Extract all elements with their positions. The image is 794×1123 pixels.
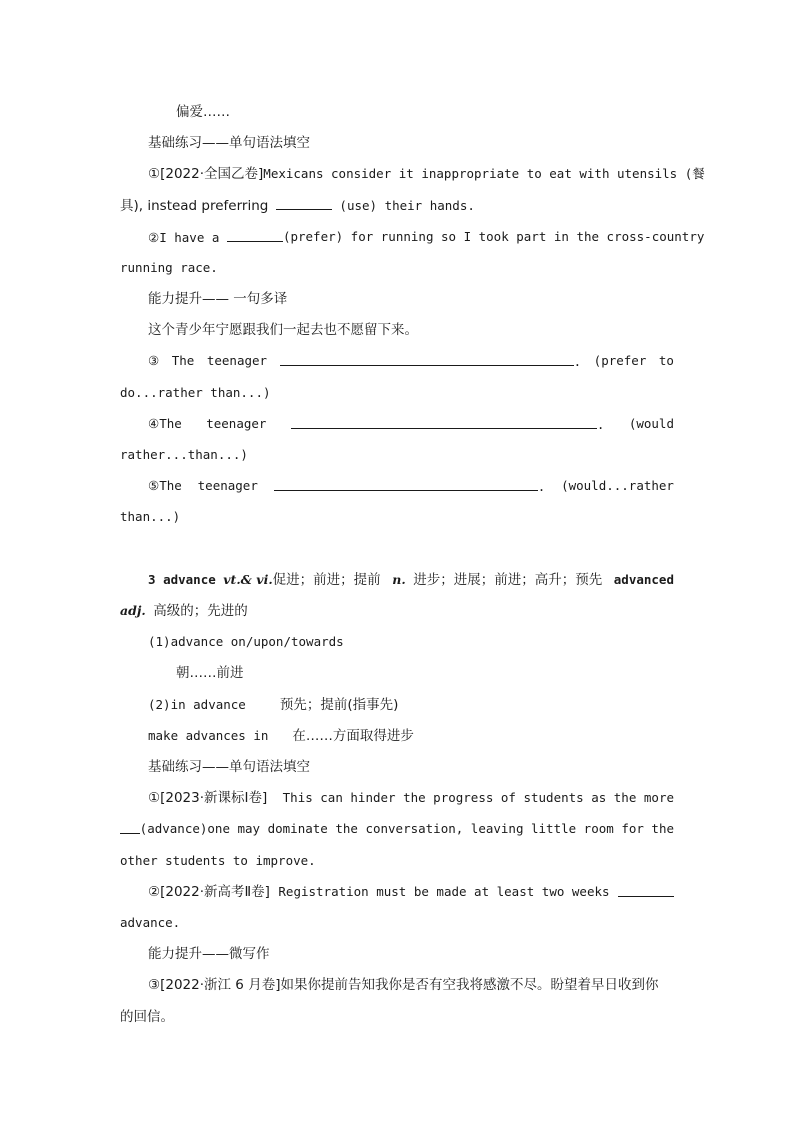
question-5-line-2: than...)	[120, 509, 181, 524]
question-text: (use) their hands.	[339, 198, 475, 213]
period: .	[573, 354, 582, 369]
hint-text: (prefer	[593, 353, 647, 368]
period: .	[596, 417, 605, 432]
phrase-text: make advances in	[148, 728, 269, 743]
question-2-line-2: running race.	[120, 260, 218, 275]
question-text: teenager	[206, 353, 268, 368]
question-text: This can hinder the progress of students as the more	[282, 790, 674, 805]
question-text: 如果你提前告知我你是否有空我将感激不尽。盼望着早日收到你	[280, 977, 659, 993]
section-heading-basic: 基础练习——单句语法填空	[148, 759, 310, 775]
definition: 进步；进展；前进；高升；预先	[413, 572, 603, 588]
section-heading-advanced: 能力提升—— 一句多译	[148, 291, 288, 307]
part-of-speech: n.	[392, 572, 406, 587]
part-of-speech: vt.& vi.	[223, 572, 273, 587]
question-3-line-1	[148, 976, 658, 994]
hint-text: (would...rather	[561, 478, 674, 493]
question-text: teenager	[206, 416, 267, 431]
question-3-line-2: do...rather than...)	[120, 385, 271, 400]
question-source: ②[2022·新高考Ⅱ卷]	[148, 884, 270, 900]
phrase-3	[148, 727, 414, 745]
question-source: ③[2022·浙江 6 月卷]	[148, 977, 281, 993]
answer-blank[interactable]	[227, 228, 283, 242]
question-4-line-2: rather...than...)	[120, 447, 248, 462]
question-1-line-1	[148, 789, 674, 807]
derived-word: advanced	[613, 572, 674, 587]
phrase-text: (2)in advance	[148, 697, 246, 712]
vocab-entry-line-2	[120, 602, 248, 620]
question-text: (advance)one may dominate the conversation, leaving little room for the	[139, 821, 674, 836]
question-2-line-1	[148, 883, 674, 901]
question-1-line-3: other students to improve.	[120, 853, 316, 868]
phrase-2	[148, 696, 398, 714]
question-text: teenager	[197, 478, 258, 493]
phrase-1: (1)advance on/upon/towards	[148, 634, 344, 649]
question-5-line-1	[148, 477, 674, 496]
question-1-line-2	[120, 820, 674, 838]
answer-blank[interactable]	[274, 477, 538, 491]
question-text: Mexicans consider it inappropriate to eat with utensils (餐	[263, 166, 705, 181]
question-2-line-2: advance.	[120, 915, 181, 930]
phrase-1-meaning: 朝……前进	[176, 665, 244, 681]
answer-blank[interactable]	[618, 883, 674, 897]
hint-text: (would	[628, 416, 674, 431]
period: .	[537, 479, 546, 494]
question-source: ①[2022·全国乙卷]	[148, 166, 264, 182]
question-number: ③	[148, 353, 160, 368]
question-text: Registration must be made at least two weeks	[278, 884, 610, 899]
question-1-line-2	[120, 196, 475, 215]
phrase-meaning: 在……方面取得进步	[292, 728, 414, 744]
vocab-entry-line-1	[148, 571, 674, 589]
entry-number: 3	[148, 572, 156, 587]
definition: 高级的；先进的	[153, 603, 248, 619]
question-text: ②I have a	[148, 230, 220, 245]
answer-blank[interactable]	[120, 820, 140, 834]
answer-blank[interactable]	[291, 415, 597, 429]
part-of-speech: adj.	[120, 603, 146, 618]
answer-blank[interactable]	[276, 196, 332, 210]
section-heading-basic: 基础练习——单句语法填空	[148, 135, 310, 151]
question-text: The	[171, 353, 195, 368]
question-3-line-1	[148, 352, 674, 371]
phrase-meaning: 预先；提前(指事先)	[279, 697, 399, 713]
headword: advance	[163, 572, 216, 587]
question-text: (prefer) for running so I took part in the cross-country	[282, 229, 705, 244]
translation-sentence: 这个青少年宁愿跟我们一起去也不愿留下来。	[148, 322, 418, 338]
hint-text: to	[658, 353, 674, 368]
meaning-line: 偏爱……	[176, 104, 230, 120]
question-2-line-1	[148, 228, 705, 247]
definition: 促进；前进；提前	[272, 572, 381, 588]
question-1-line-1	[148, 165, 705, 183]
section-heading-advanced: 能力提升——微写作	[148, 946, 270, 962]
question-source: ①[2023·新课标Ⅰ卷]	[148, 790, 268, 806]
answer-blank[interactable]	[280, 352, 574, 366]
question-text: ⑤The	[148, 478, 182, 493]
question-text: 具), instead preferring	[120, 198, 269, 214]
question-text: ④The	[148, 416, 182, 431]
question-3-line-2: 的回信。	[120, 1009, 174, 1025]
question-4-line-1	[148, 415, 674, 434]
